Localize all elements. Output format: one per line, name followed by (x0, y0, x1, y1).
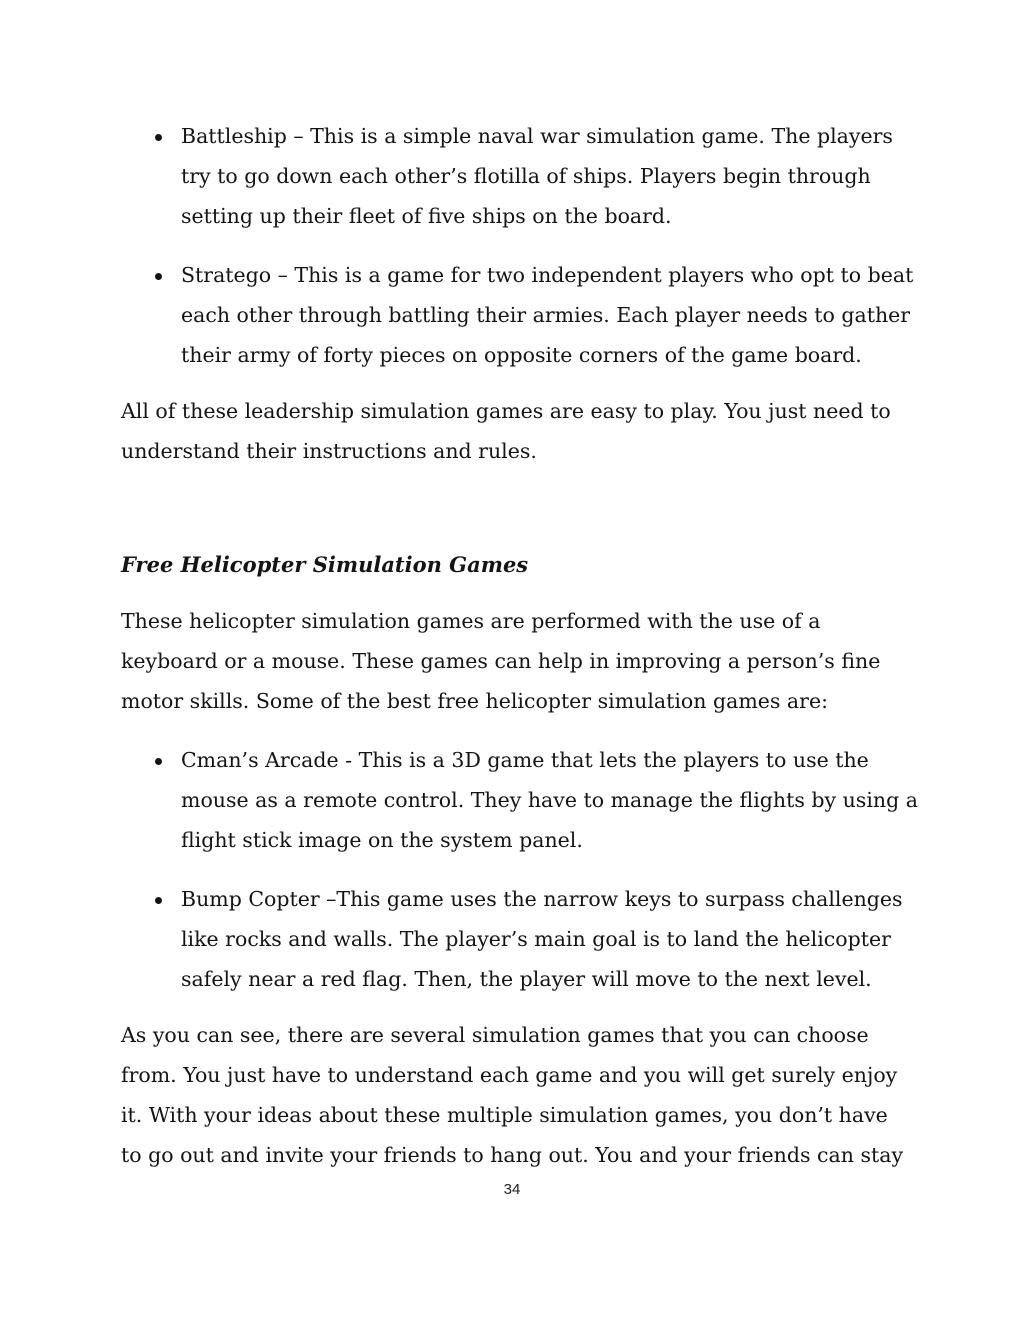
list-item-battleship (121, 116, 907, 236)
text-line: like rocks and walls. The player’s main goal is to land the helicopter (181, 927, 891, 951)
paragraph-conclusion (121, 1015, 907, 1175)
list-item-text (181, 879, 907, 999)
text-line: to go out and invite your friends to hang out. You and your friends can stay (121, 1143, 904, 1167)
text-line: from. You just have to understand each game and you will get surely enjoy (121, 1063, 898, 1087)
text-line: motor skills. Some of the best free helicopter simulation games are: (121, 689, 828, 713)
list-item-stratego (121, 255, 914, 375)
text-line: keyboard or a mouse. These games can help in improving a person’s fine (121, 649, 881, 673)
paragraph-leadership-summary (121, 391, 907, 471)
text-line: setting up their fleet of five ships on the board. (181, 204, 672, 228)
bullet-icon (153, 116, 163, 156)
bullet-icon (153, 255, 163, 295)
text-line: their army of forty pieces on opposite corners of the game board. (181, 343, 862, 367)
bullet-icon (153, 740, 163, 780)
section-heading: Free Helicopter Simulation Games (121, 552, 529, 577)
text-line: it. With your ideas about these multiple simulation games, you don’t have (121, 1103, 888, 1127)
list-item-cmans-arcade (121, 740, 918, 860)
text-line: As you can see, there are several simulation games that you can choose (121, 1023, 869, 1047)
text-line: understand their instructions and rules. (121, 439, 537, 463)
text-line: try to go down each other’s flotilla of ships. Players begin through (181, 164, 871, 188)
text-line: safely near a red flag. Then, the player will move to the next level. (181, 967, 872, 991)
text-line: Cman’s Arcade - This is a 3D game that lets the players to use the (181, 748, 869, 772)
page-number: 34 (503, 1181, 521, 1198)
list-item-text (181, 116, 907, 236)
text-line: each other through battling their armies. Each player needs to gather (181, 303, 911, 327)
paragraph-helicopter-intro (121, 601, 907, 721)
text-line: mouse as a remote control. They have to manage the flights by using a (181, 788, 918, 812)
text-line: Battleship – This is a simple naval war simulation game. The players (181, 124, 893, 148)
text-line: flight stick image on the system panel. (181, 828, 583, 852)
text-line: These helicopter simulation games are performed with the use of a (121, 609, 821, 633)
list-item-bump-copter (121, 879, 907, 999)
text-line: All of these leadership simulation games are easy to play. You just need to (121, 399, 891, 423)
list-item-text (181, 740, 918, 860)
list-item-text (181, 255, 914, 375)
text-line: Bump Copter –This game uses the narrow keys to surpass challenges (181, 887, 903, 911)
text-line: Stratego – This is a game for two independent players who opt to beat (181, 263, 914, 287)
bullet-icon (153, 879, 163, 919)
